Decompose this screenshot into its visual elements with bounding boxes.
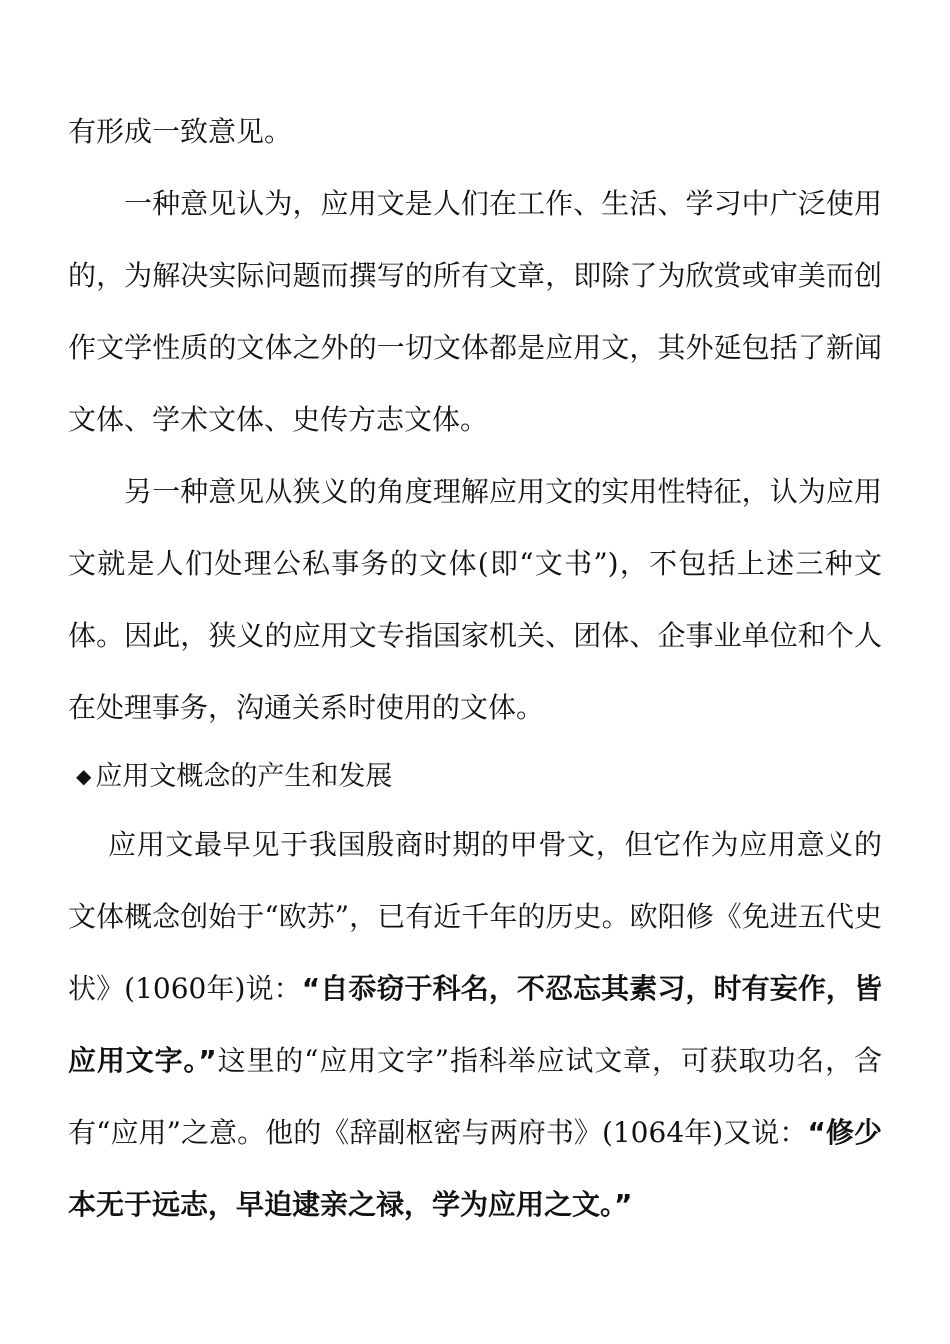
document-page [68,96,882,1241]
paragraph-conclusion: 有形成一致意见。 [68,115,293,148]
paragraph-narrow-definition: 另一种意见从狭义的角度理解应用文的实用性特征，认为应用文就是人们处理公私事务的文体(即“文书”)，不包括上述三种文体。因此，狭义的应用文专指国家机关、团体、企事业单位和个人在处理事务，沟通关系时使用的文体。 [68,475,882,724]
quote-ouyang-1: “自忝窃于科名，不忍忘其素习，时有妄作，皆应用文字。” [68,972,883,1077]
paragraph-history [68,809,882,1241]
paragraph-broad-definition: 一种意见认为，应用文是人们在工作、生活、学习中广泛使用的，为解决实际问题而撰写的所有文章，即除了为欣赏或审美而创作文学性质的文体之外的一切文体都是应用文，其外延包括了新闻文体、学术文体、史传方志文体。 [68,187,882,436]
history-text-1: 应用文最早见于我国殷商时期的甲骨文，但它作为应用意义的文体概念创始于“欧苏”，已有近千年的历史。欧阳修《免进五代史状》(1060年)说： [68,828,882,1005]
diamond-bullet-icon: ◆ [76,764,92,788]
section-heading [68,744,882,809]
section-heading-text: 应用文概念的产生和发展 [95,761,393,792]
history-text-2: 这里的“应用文字”指科举应试文章，可获取功名，含有“应用”之意。他的《辞副枢密与两府书》(1064年)又说： [68,1044,883,1149]
quote-ouyang-2: “修少本无于远志，早迫逮亲之禄，学为应用之文。” [68,1116,882,1221]
